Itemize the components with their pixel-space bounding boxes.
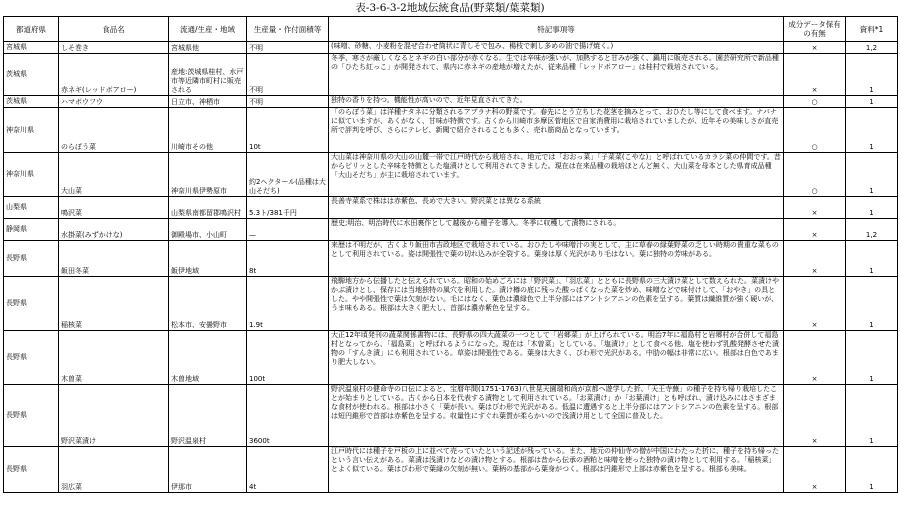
table-row — [4, 241, 898, 277]
cell-prefecture: 茨城県 — [4, 96, 59, 108]
cell-production: 不明 — [247, 96, 329, 108]
table-row — [4, 108, 898, 153]
cell-food-name: のらぼう菜 — [59, 108, 169, 153]
header-source: 資料*1 — [846, 17, 898, 42]
cell-area: 飯伊地域 — [169, 241, 247, 277]
cell-remarks: 冬季、寒さが厳しくなるとネギの白い部分が赤くなる。生では辛味が強いが、加熱すると甘みが強く、鍋用に販売される。園芸研究所で新品種の「ひたち紅っこ」が開発されて、県内に赤ネギの産地が増えたが、従来品種「レッドボアロー」は桂村で栽培されている。 — [329, 54, 784, 96]
cell-food-name: しそ巻き — [59, 42, 169, 54]
cell-remarks: (味噌、砂糖、小麦粉を混ぜ合わせ筒状に青しそで包み、楊枝で刺し多めの油で揚げ焼く。) — [329, 42, 784, 54]
cell-remarks: 大正12年頃発刊の蔬菜関係書物には、長野県の四大蔬菜の一つとして「岩郷菜」が上げられている。明治7年に福島村と岩郷村が合併して福島村となってから、「福島菜」と呼ばれるようになった。現在は「木曽菜」としている。「塩漬け」として食べる他、塩を使わず乳酸発酵させた漬物の「すんき漬」にも利用されている。草姿は開張性である。葉身は大きく、びわ形で光沢がある。中肋の幅は非常に広い。根部は白色であまり肥大しない。 — [329, 331, 784, 385]
table-row — [4, 153, 898, 197]
cell-source: 1 — [846, 96, 898, 108]
cell-component-data: × — [784, 447, 846, 493]
table-row — [4, 331, 898, 385]
table-row — [4, 219, 898, 241]
cell-source: 1 — [846, 277, 898, 331]
cell-food-name: 水掛菜(みずかけな) — [59, 219, 169, 241]
cell-prefecture: 長野県 — [4, 277, 59, 331]
cell-prefecture: 宮城県 — [4, 42, 59, 54]
cell-remarks: 「のらぼう菜」は洋種ナタネに分類されるアブラナ科の野菜です。春先にとう立ちした花茎を摘みとって、おひたし等にして食べます。ナバナに似ていますが、あくがなく、甘味が特徴です。古くから川崎市多摩区菅地区で自家消費用に栽培されていましたが、近年その美味しさが直売所で評判を呼び、さらにテレビ、新聞で紹介されることも多く、売れ筋商品となっています。 — [329, 108, 784, 153]
cell-area: 松本市、安曇野市 — [169, 277, 247, 331]
cell-production: 8t — [247, 241, 329, 277]
cell-component-data: × — [784, 197, 846, 219]
cell-remarks: 飛騨地方から伝播したと伝えられている。昭和の始めごろには「野沢菜」、「羽広菜」とともに長野県の三大漬け菜として数えられた。菜漬けやかぶ漬けとし、保存には当地独特の風穴を利用した。漬け樽の底に残った酸っぱくなった菜を炒め、味噌などで味付けして、「おやき」の具とした。やや開張性で葉は欠刻がない。毛にはなく、葉色は濃緑色で上半分部にはアントシアニンの色素を呈する。葉質は繊維質が強く硬いが、うま味もある。根部は大きく肥大し、首部は濃赤紫色を呈する。 — [329, 277, 784, 331]
header-row — [4, 17, 898, 42]
cell-prefecture: 長野県 — [4, 385, 59, 447]
cell-component-data: × — [784, 54, 846, 96]
cell-remarks: 大山菜は神奈川県の大山の山麓一帯で江戸時代から栽培され、地元では「おおっ菜」「子菜菜(こやな)」と呼ばれているカラシ菜の仲間です。昔からピリッとした辛味を特徴とした塩漬けとして利用されてきました。現在は在来品種の栽培ほとんど無く、大山菜を母本とした県育成品種「大山そだち」が主に栽培されています。 — [329, 153, 784, 197]
cell-prefecture: 静岡県 — [4, 219, 59, 241]
cell-remarks: 歴史;明治、明治時代に水田裏作として越後から種子を導入。冬季に収穫して漬物にされる。 — [329, 219, 784, 241]
cell-area: 宮城県他 — [169, 42, 247, 54]
cell-area: 御殿場市、小山町 — [169, 219, 247, 241]
cell-source: 1 — [846, 241, 898, 277]
cell-production: 100t — [247, 331, 329, 385]
cell-component-data: × — [784, 385, 846, 447]
table-body — [4, 42, 898, 493]
cell-food-name: 木曽菜 — [59, 331, 169, 385]
table-row — [4, 96, 898, 108]
cell-production: 約2ヘクタール(品種は大山そだち) — [247, 153, 329, 197]
cell-component-data: × — [784, 42, 846, 54]
cell-food-name: 稲核菜 — [59, 277, 169, 331]
table-row — [4, 54, 898, 96]
cell-component-data: ○ — [784, 108, 846, 153]
cell-production: 10t — [247, 108, 329, 153]
cell-remarks: 江戸時代には種子を戸板の上に並べて売っていたという記述が残っている。また、地元の仲仙寺の僧が中国にわたった折に、種子を持ち帰ったという言い伝えがある。菜漬は浅漬けなどの漬け物とする。根部は昔から伝承の酒粕と味噌を使った独特の漬け物として利用する。「稲核菜」とよく似ている。葉はびわ形で葉縁の欠刻が無い。葉柄の基部から葉身がつく。根部は円錐形で上部は赤紫色を呈する。根部も美味。 — [329, 447, 784, 493]
cell-area: 野沢温泉村 — [169, 385, 247, 447]
cell-component-data: × — [784, 277, 846, 331]
cell-source: 1 — [846, 331, 898, 385]
cell-food-name: ハマボウフウ — [59, 96, 169, 108]
cell-prefecture: 山梨県 — [4, 197, 59, 219]
table-row — [4, 277, 898, 331]
cell-prefecture: 茨城県 — [4, 54, 59, 96]
cell-prefecture: 長野県 — [4, 331, 59, 385]
cell-food-name: 大山菜 — [59, 153, 169, 197]
cell-remarks: 長善寺菜系で株はは赤紫色、長めで大きい。野沢菜とは異なる系統 — [329, 197, 784, 219]
cell-area: 産地:茨城県桂村、水戸市等近隣市町村に販売される — [169, 54, 247, 96]
cell-prefecture: 長野県 — [4, 241, 59, 277]
cell-source: 1 — [846, 385, 898, 447]
cell-component-data: × — [784, 331, 846, 385]
cell-area: 神奈川県伊勢原市 — [169, 153, 247, 197]
cell-prefecture: 長野県 — [4, 447, 59, 493]
cell-food-name: 飯田冬菜 — [59, 241, 169, 277]
cell-food-name: 野沢菜漬け — [59, 385, 169, 447]
cell-source: 1,2 — [846, 219, 898, 241]
cell-component-data: ○ — [784, 153, 846, 197]
header-prefecture: 都道府県 — [4, 17, 59, 42]
table-row — [4, 385, 898, 447]
header-production: 生産量・作付面積等 — [247, 17, 329, 42]
cell-prefecture: 神奈川県 — [4, 153, 59, 197]
table-row — [4, 197, 898, 219]
cell-production: — — [247, 219, 329, 241]
cell-source: 1 — [846, 153, 898, 197]
cell-area: 日立市、神栖市 — [169, 96, 247, 108]
cell-source: 1 — [846, 197, 898, 219]
cell-remarks: 来歴は不明だが、古くより飯田市吉政地区で栽培されている。おひたしや味噌汁の実として、主に草春の緑葉野菜の乏しい時期の貴重な菜ものとして利用されている。姿は開張性で葉の切れ込みが全裂する。葉身は厚く光沢があり毛はない。葉に独特の芳味がある。 — [329, 241, 784, 277]
cell-production: 不明 — [247, 42, 329, 54]
header-component-data: 成分データ保有の有無 — [784, 17, 846, 42]
cell-production: 4t — [247, 447, 329, 493]
cell-area: 川崎市その他 — [169, 108, 247, 153]
cell-production: 3600t — [247, 385, 329, 447]
header-food-name: 食品名 — [59, 17, 169, 42]
cell-component-data: ○ — [784, 96, 846, 108]
cell-food-name: 鳴沢菜 — [59, 197, 169, 219]
cell-prefecture: 神奈川県 — [4, 108, 59, 153]
table-title: 表-3-6-3-2地域伝統食品(野菜類/葉菜類) — [355, 2, 545, 14]
cell-remarks: 独特の香りを持つ。機能性が高いので、近年見直されてきた。 — [329, 96, 784, 108]
cell-source: 1 — [846, 447, 898, 493]
food-table — [3, 16, 898, 493]
cell-production: 不明 — [247, 54, 329, 96]
table-row — [4, 42, 898, 54]
cell-source: 1 — [846, 108, 898, 153]
cell-food-name: 羽広菜 — [59, 447, 169, 493]
table-row — [4, 447, 898, 493]
header-remarks: 特記事項等 — [329, 17, 784, 42]
header-area: 流通/生産・地域 — [169, 17, 247, 42]
cell-source: 1 — [846, 54, 898, 96]
cell-production: 1.9t — [247, 277, 329, 331]
cell-source: 1,2 — [846, 42, 898, 54]
cell-area: 木曽地域 — [169, 331, 247, 385]
cell-area: 伊那市 — [169, 447, 247, 493]
cell-component-data: × — [784, 241, 846, 277]
cell-component-data: × — [784, 219, 846, 241]
cell-production: 5.3ト/381千円 — [247, 197, 329, 219]
cell-remarks: 野沢温泉村の健命寺の口伝によると、宝暦年間(1751-1763)八世晃天園瑞和尚が京都へ遊学した折、「天王寺蕪」の種子を持ち帰り栽培したことが始まりとしている。古くから日本を代表する漬物として利用されている。「お菜漬け」か「お葉漬け」とも呼ばれ、漬け込みにはさまざまな食材が使われる。根部は小さく「葉が長い。葉はびわ形で光沢がある。低温に遭遇すると上半分部にはアントシアニンの色素を呈する。根部は短円錐形で首部は赤紫色を呈する。収量性にすぐれ葉質が柔らかいので浅漬け用として全国に普及した。 — [329, 385, 784, 447]
cell-food-name: 赤ネギ(レッドボアロー) — [59, 54, 169, 96]
cell-area: 山梨県南都留郡鳴沢村 — [169, 197, 247, 219]
